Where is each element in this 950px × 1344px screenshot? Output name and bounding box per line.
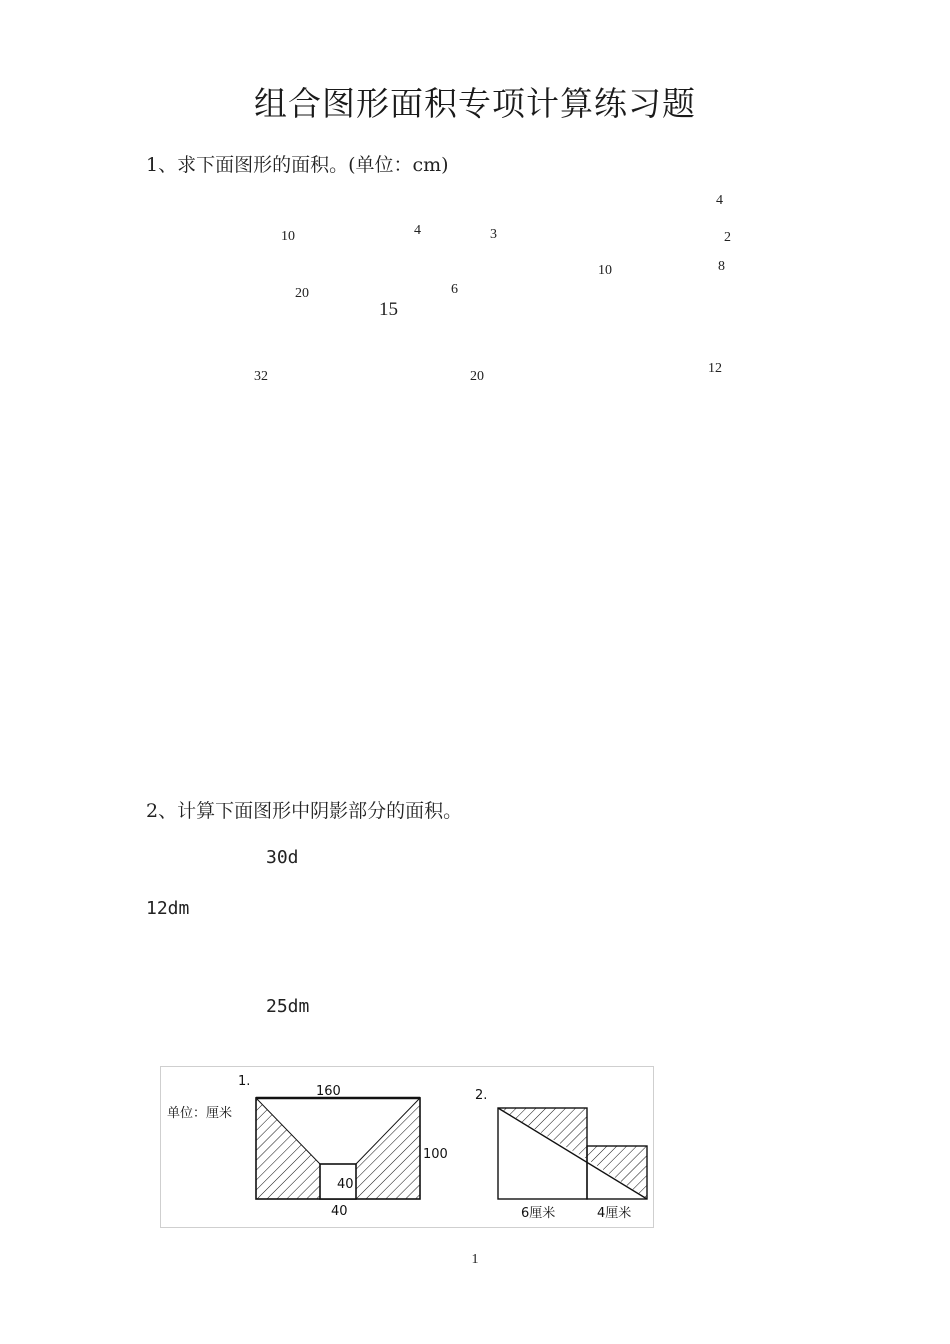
q1-label: 8 (718, 259, 725, 274)
fig1-inner-label: 40 (337, 1177, 354, 1192)
question-2-prompt: 2、计算下面图形中阴影部分的面积。 (146, 800, 463, 822)
page-number: 1 (471, 1252, 479, 1267)
q2-dimension: 30d (266, 847, 299, 868)
fig1-shaded-left (256, 1098, 320, 1199)
page-title: 组合图形面积专项计算练习题 (254, 84, 696, 123)
fig1-number: 1. (238, 1074, 251, 1089)
q1-label: 15 (379, 299, 398, 320)
question-1-prompt: 1、求下面图形的面积。(单位：cm) (146, 154, 449, 176)
q1-label: 10 (281, 229, 295, 244)
fig2-left-label: 6厘米 (521, 1206, 556, 1221)
q1-label: 10 (598, 263, 612, 278)
q2-dimension: 25dm (266, 996, 310, 1017)
fig1-unit-label: 单位：厘米 (167, 1106, 233, 1121)
fig2-right-label: 4厘米 (597, 1206, 632, 1221)
q1-label: 4 (716, 193, 723, 208)
fig1-shaded-right (356, 1098, 420, 1199)
q2-dimension: 12dm (146, 898, 190, 919)
q1-label: 20 (295, 286, 309, 301)
fig1-top-label: 160 (316, 1084, 341, 1099)
figures-diagram (161, 1067, 653, 1227)
fig1-bottom-label: 40 (331, 1204, 348, 1219)
fig1-right-label: 100 (423, 1147, 448, 1162)
q1-label: 2 (724, 230, 731, 245)
fig2-shaded-lower (587, 1146, 647, 1199)
q1-label: 12 (708, 361, 722, 376)
q1-label: 32 (254, 369, 268, 384)
fig2-number: 2. (475, 1088, 488, 1103)
q1-label: 4 (414, 223, 421, 238)
q1-label: 20 (470, 369, 484, 384)
q1-label: 3 (490, 227, 497, 242)
q1-label: 6 (451, 282, 458, 297)
figures-panel (160, 1066, 654, 1228)
